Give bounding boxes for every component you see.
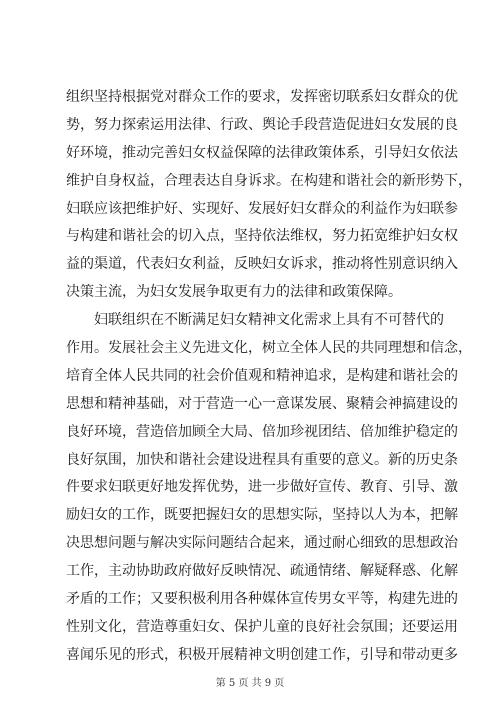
text-line: 维护自身权益，合理表达自身诉求。在构建和谐社会的新形势下， bbox=[66, 172, 472, 189]
text-line: 决策主流，为妇女发展争取更有力的法律和政策保障。 bbox=[66, 284, 402, 301]
text-line: 良好环境，营造倍加顾全大局、倍加珍视团结、倍加维护稳定的 bbox=[66, 423, 458, 440]
body-text bbox=[66, 84, 472, 670]
text-line: 性别文化，营造尊重妇女、保护儿童的良好社会氛围；还要运用 bbox=[66, 618, 458, 635]
text-line: 妇联应该把维护好、实现好、发展好妇女群众的利益作为妇联参 bbox=[66, 200, 458, 217]
text-line: 培育全体人民共同的社会价值观和精神追求，是构建和谐社会的 bbox=[66, 367, 458, 384]
text-line: 励妇女的工作，既要把握妇女的思想实际，坚持以人为本，把解 bbox=[66, 507, 458, 524]
text-line: 喜闻乐见的形式，积极开展精神文明创建工作，引导和带动更多 bbox=[66, 646, 458, 663]
text-line: 良好氛围，加快和谐社会建设进程具有重要的意义。新的历史条 bbox=[66, 451, 458, 468]
text-line: 作用。发展社会主义先进文化，树立全体人民的共同理想和信念， bbox=[66, 340, 472, 357]
text-line: 决思想问题与解决实际问题结合起来，通过耐心细致的思想政治 bbox=[66, 535, 458, 552]
text-line: 件要求妇联更好地发挥优势，进一步做好宣传、教育、引导、激 bbox=[66, 479, 458, 496]
text-line: 思想和精神基础，对于营造一心一意谋发展、聚精会神搞建设的 bbox=[66, 395, 458, 412]
text-line: 势，努力探索运用法律、行政、舆论手段营造促进妇女发展的良 bbox=[66, 116, 458, 133]
text-line: 益的渠道，代表妇女利益，反映妇女诉求，推动将性别意识纳入 bbox=[66, 256, 458, 273]
text-line: 与构建和谐社会的切入点，坚持依法维权，努力拓宽维护妇女权 bbox=[66, 228, 458, 245]
text-line: 工作，主动协助政府做好反映情况、疏通情绪、解疑释惑、化解 bbox=[66, 563, 458, 580]
page-number-footer: 第 5 页 共 9 页 bbox=[215, 678, 285, 689]
text-line: 矛盾的工作；又要积极利用各种媒体宣传男女平等，构建先进的 bbox=[66, 591, 458, 608]
text-line: 好环境，推动完善妇女权益保障的法律政策体系，引导妇女依法 bbox=[66, 144, 458, 161]
text-line: 妇联组织在不断满足妇女精神文化需求上具有不可替代的 bbox=[66, 312, 444, 329]
text-line: 组织坚持根据党对群众工作的要求，发挥密切联系妇女群众的优 bbox=[66, 89, 458, 105]
